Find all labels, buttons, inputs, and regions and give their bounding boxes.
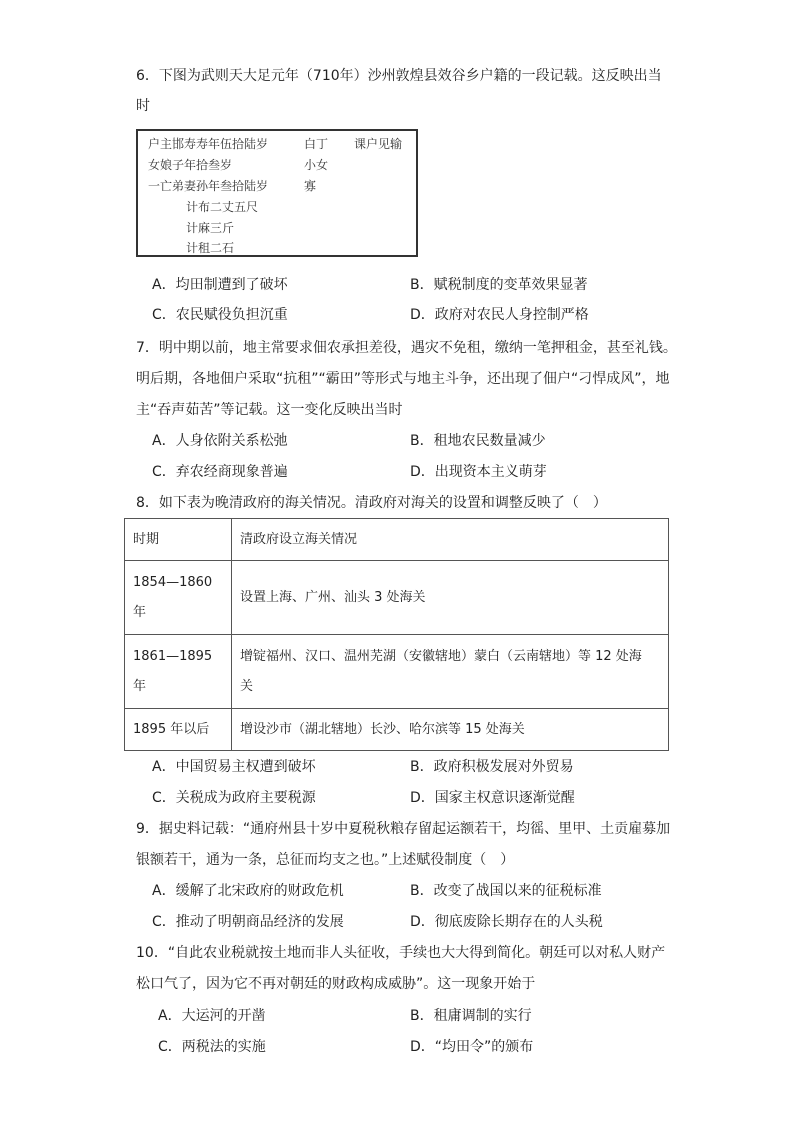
customs-line1: 设置上海、广州、汕头 3 处海关 xyxy=(240,589,426,605)
register-row2-status: 小女 xyxy=(304,158,329,172)
q6-stem-line2: 时 xyxy=(136,98,150,114)
table-cell-period xyxy=(125,709,232,751)
period-line1: 1861—1895 xyxy=(133,648,213,664)
q7-option-d[interactable]: D．出现资本主义萌芽 xyxy=(410,464,547,480)
register-row3-status: 寡 xyxy=(304,179,317,193)
q8-option-b[interactable]: B．政府积极发展对外贸易 xyxy=(410,759,574,775)
q8-option-c[interactable]: C．关税成为政府主要税源 xyxy=(152,790,316,806)
customs-line2: 关 xyxy=(240,678,254,694)
register-tax-hemp: 计麻三斤 xyxy=(186,221,235,235)
register-row1-note: 课户见输 xyxy=(354,137,403,151)
q8-option-a[interactable]: A．中国贸易主权遭到破坏 xyxy=(152,759,316,775)
q9-stem-line1: 9．据史料记载：“通府州县十岁中夏税秋粮存留起运额若干，均徭、里甲、土贡雇募加 xyxy=(136,821,671,837)
table-header-row xyxy=(125,519,669,561)
table-cell-customs xyxy=(232,635,669,709)
period-line2: 年 xyxy=(133,604,147,620)
q10-option-a[interactable]: A．大运河的开凿 xyxy=(158,1008,266,1024)
q9-option-b[interactable]: B．改变了战国以来的征税标准 xyxy=(410,883,602,899)
q7-option-a[interactable]: A．人身依附关系松弛 xyxy=(152,433,288,449)
register-tax-grain: 计租二石 xyxy=(186,241,235,255)
q6-stem-line1: 6．下图为武则天大足元年（710年）沙州敦煌县效谷乡户籍的一段记载。这反映出当 xyxy=(136,68,662,84)
q7-option-c[interactable]: C．弃农经商现象普遍 xyxy=(152,464,288,480)
q10-option-d[interactable]: D．“均田令”的颁布 xyxy=(410,1039,534,1055)
q9-stem-line2: 银额若干，通为一条，总征而均支之也。”上述赋役制度（ ） xyxy=(136,852,515,868)
register-row2-person: 女娘子年拾叁岁 xyxy=(148,158,233,172)
register-tax-cloth: 计布二丈五尺 xyxy=(186,200,259,214)
customs-line1: 增设沙市（湖北辖地）长沙、哈尔滨等 15 处海关 xyxy=(240,721,525,737)
table-header-period: 时期 xyxy=(125,519,232,561)
register-row1-status: 白丁 xyxy=(304,137,329,151)
q6-option-a[interactable]: A．均田制遭到了破坏 xyxy=(152,277,288,293)
period-line1: 1854—1860 xyxy=(133,574,213,590)
register-row1-person: 户主邯寿寿年伍拾陆岁 xyxy=(148,137,269,151)
q8-option-d[interactable]: D．国家主权意识逐渐觉醒 xyxy=(410,790,575,806)
q6-option-b[interactable]: B．赋税制度的变革效果显著 xyxy=(410,277,588,293)
q9-option-d[interactable]: D．彻底废除长期存在的人头税 xyxy=(410,914,603,930)
q10-option-b[interactable]: B．租庸调制的实行 xyxy=(410,1008,532,1024)
q7-stem-line3: 主“吞声茹苦”等记载。这一变化反映出当时 xyxy=(136,402,403,418)
customs-table xyxy=(124,518,669,751)
customs-line1: 增锭福州、汉口、温州芜湖（安徽辖地）蒙白（云南辖地）等 12 处海 xyxy=(240,648,642,664)
table-cell-customs xyxy=(232,709,669,751)
table-row xyxy=(125,635,669,709)
period-line1: 1895 年以后 xyxy=(133,721,210,737)
table-row xyxy=(125,709,669,751)
table-cell-period xyxy=(125,635,232,709)
q10-stem-line1: 10．“自此农业税就按土地而非人头征收，手续也大大得到简化。朝廷可以对私人财产 xyxy=(136,945,666,961)
q7-stem-line1: 7．明中期以前，地主常要求佃农承担差役，遇灾不免租，缴纳一笔押租金，甚至礼钱。 xyxy=(136,340,677,356)
q9-option-a[interactable]: A．缓解了北宋政府的财政危机 xyxy=(152,883,344,899)
table-cell-customs xyxy=(232,561,669,635)
household-register-excerpt xyxy=(136,129,418,257)
q7-option-b[interactable]: B．租地农民数量减少 xyxy=(410,433,546,449)
period-line2: 年 xyxy=(133,678,147,694)
table-header-customs: 清政府设立海关情况 xyxy=(232,519,669,561)
register-row3-person: 一亡弟妻孙年叁拾陆岁 xyxy=(148,179,269,193)
q10-option-c[interactable]: C．两税法的实施 xyxy=(158,1039,266,1055)
q6-option-d[interactable]: D．政府对农民人身控制严格 xyxy=(410,307,589,323)
q9-option-c[interactable]: C．推动了明朝商品经济的发展 xyxy=(152,914,344,930)
table-cell-period xyxy=(125,561,232,635)
q10-stem-line2: 松口气了，因为它不再对朝廷的财政构成威胁”。这一现象开始于 xyxy=(136,976,536,992)
q6-option-c[interactable]: C．农民赋役负担沉重 xyxy=(152,307,288,323)
q7-stem-line2: 明后期，各地佃户采取“抗租”“霸田”等形式与地主斗争，还出现了佃户“刁悍成风”，地 xyxy=(136,371,670,387)
q8-stem: 8．如下表为晚清政府的海关情况。清政府对海关的设置和调整反映了（ ） xyxy=(136,495,607,511)
table-row xyxy=(125,561,669,635)
